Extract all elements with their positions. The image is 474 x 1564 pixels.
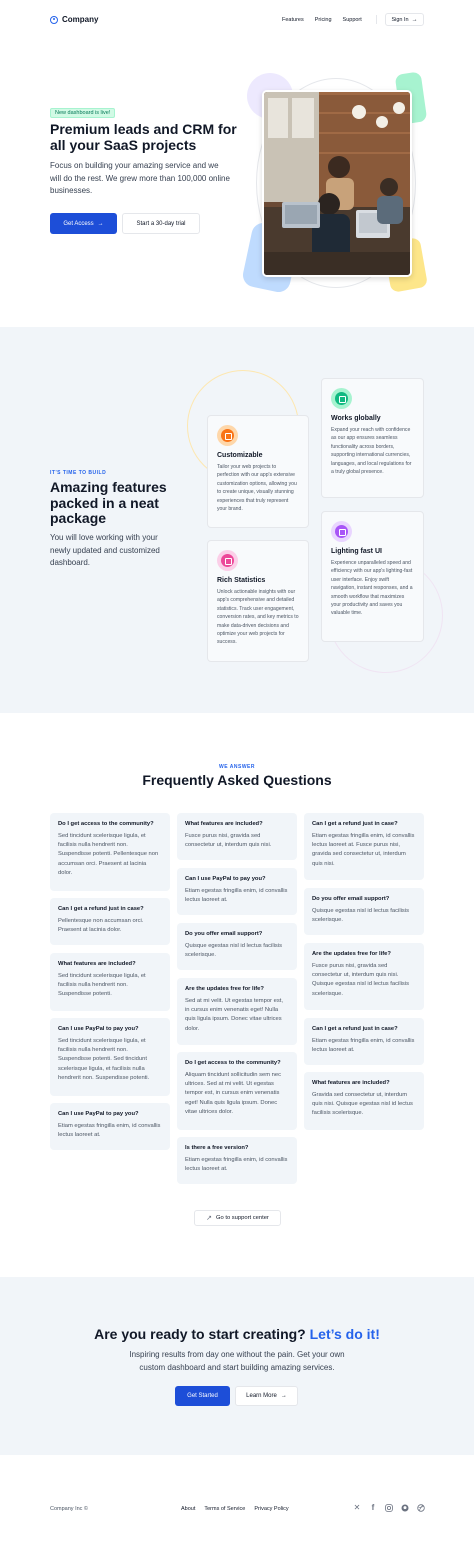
feature-title: Lighting fast UI <box>331 548 382 555</box>
github-icon[interactable] <box>401 1504 409 1512</box>
support-center-button[interactable] <box>194 1210 281 1226</box>
hero-subtitle: Focus on building your amazing service and we will do the rest. We grew more than 100,000 online businesses. <box>50 161 230 195</box>
faq-question: Can I get a refund just in case? <box>58 906 144 912</box>
faq-item[interactable] <box>304 888 424 935</box>
brand-name: Company <box>62 15 99 24</box>
cta-title-accent: Let’s do it! <box>309 1326 380 1342</box>
faq-answer: Sed at mi velit. Ut egestas tempor est, in cursus enim venenatis eget! Nulla quis ligula ipsum. Donec vitae ultrices dolor. <box>185 998 283 1032</box>
social-links <box>353 1504 425 1512</box>
features-subtitle: You will love working with your newly updated and customized dashboard. <box>50 533 160 567</box>
target-icon <box>217 550 238 571</box>
faq-question: Can I use PayPal to pay you? <box>58 1111 139 1117</box>
external-link-icon: ↗ <box>206 1215 212 1222</box>
faq-question: Do you offer email support? <box>185 931 263 937</box>
get-started-button[interactable] <box>175 1386 230 1406</box>
support-label: Go to support center <box>216 1215 269 1221</box>
footer-link-about[interactable]: About <box>181 1506 196 1512</box>
faq-answer: Quisque egestas nisl id lectus facilisis scelerisque. <box>312 908 409 924</box>
get-started-label: Get Started <box>187 1393 218 1399</box>
faq-item[interactable] <box>304 1018 424 1065</box>
faq-answer: Etiam egestas fringilla enim, id convallis lectus laoreet at. <box>312 1038 415 1054</box>
feature-text: Tailor your web projects to perfection with our app's extensive customization options, allowing you to create unique, visually stunning experiences that truly represent your brand. <box>217 464 297 513</box>
feature-text: Unlock actionable insights with our app's comprehensive and detailed statistics. Track user engagement, conversion rates, and key metrics to make data-driven decisions and optimize your web projects for success. <box>217 589 299 646</box>
faq-item[interactable] <box>304 813 424 880</box>
arrow-right-icon: → <box>280 1393 287 1399</box>
faq-question: Can I get a refund just in case? <box>312 821 398 827</box>
sign-in-button[interactable] <box>385 13 424 26</box>
feature-title: Customizable <box>217 452 263 459</box>
instagram-icon[interactable] <box>385 1504 393 1512</box>
features-title: Amazing features packed in a neat package <box>50 479 167 526</box>
faq-answer: Sed tincidunt scelerisque ligula, et facilisis nulla hendrerit non. Suspendisse potenti. <box>58 973 146 998</box>
faq-item[interactable] <box>304 943 424 1010</box>
footer-link-privacy[interactable]: Privacy Policy <box>254 1506 289 1512</box>
faq-item[interactable] <box>304 1072 424 1130</box>
feature-text: Expand your reach with confidence as our app ensures seamless functionality across borders, supporting international currencies, languages, and local regulations for a truly global presence. <box>331 427 412 476</box>
hero-title: Premium leads and CRM for all your SaaS projects <box>50 121 237 153</box>
faq-question: Can I use PayPal to pay you? <box>58 1026 139 1032</box>
badge-label: New dashboard is live! <box>55 110 111 116</box>
main-nav <box>282 17 362 23</box>
arrow-right-icon: → <box>97 220 104 227</box>
faq-answer: Etiam egestas fringilla enim, id convallis lectus laoreet at. Fusce purus nisi, gravida sed consectetur ut, interdum quis nisi. <box>312 833 415 867</box>
dribbble-icon[interactable] <box>417 1504 425 1512</box>
faq-item[interactable] <box>177 813 297 860</box>
brand-logo[interactable] <box>50 15 98 24</box>
feature-text: Experience unparalleled speed and efficiency with our app's lighting-fast user interface. Enjoy swift navigation, instant responses, and a smooth workflow that maximizes your productivity and saves you valuable time. <box>331 560 413 617</box>
team-at-laptops-image <box>264 92 412 277</box>
faq-answer: Etiam egestas fringilla enim, id convallis lectus laoreet at. <box>58 1123 161 1139</box>
faq-answer: Aliquam tincidunt sollicitudin sem nec ultrices. Sed at mi velit. Ut egestas tempor est, in cursus enim venenatis eget! Nulla quis ligula ipsum. Donec vitae ultrices dolor. <box>185 1072 282 1115</box>
faq-item[interactable] <box>177 868 297 915</box>
faq-question: Can I use PayPal to pay you? <box>185 876 266 882</box>
nav-divider <box>376 15 377 24</box>
sign-in-label: Sign In <box>391 16 409 23</box>
faq-item[interactable] <box>177 923 297 970</box>
feature-title: Works globally <box>331 415 381 422</box>
lightning-icon <box>331 521 352 542</box>
faq-question: Can I get a refund just in case? <box>312 1026 398 1032</box>
cta-title-plain: Are you ready to start creating? <box>94 1326 310 1342</box>
faq-item[interactable] <box>177 978 297 1045</box>
faq-question: Are the updates free for life? <box>312 951 391 957</box>
faq-answer: Pellentesque non accumsan orci. Praesent at lacinia dolor. <box>58 918 144 934</box>
start-trial-label: Start a 30-day trial <box>136 220 186 227</box>
globe-icon <box>331 388 352 409</box>
faq-question: Is there a free version? <box>185 1145 249 1151</box>
faq-question: Do you offer email support? <box>312 896 390 902</box>
faq-item[interactable] <box>177 1137 297 1184</box>
cta-subtitle: Inspiring results from day one without the pain. Get your own custom dashboard and start building amazing services. <box>129 1350 345 1372</box>
feature-card-statistics <box>207 540 309 662</box>
faq-answer: Sed tincidunt scelerisque ligula, et facilisis nulla hendrerit non. Suspendisse potenti. Sed tincidunt scelerisque ligula, et facilisis nulla hendrerit non. Suspendisse potenti. <box>58 1038 150 1081</box>
faq-title: Frequently Asked Questions <box>142 772 332 788</box>
status-badge <box>50 108 115 118</box>
features-eyebrow: IT'S TIME TO BUILD <box>50 470 107 476</box>
start-trial-button[interactable] <box>122 213 200 234</box>
faq-answer: Etiam egestas fringilla enim, id convallis lectus laoreet at. <box>185 1157 288 1173</box>
footer-links <box>181 1506 289 1512</box>
faq-item[interactable] <box>50 813 170 891</box>
feature-card-fast-ui <box>321 511 424 642</box>
cta-title <box>0 1326 474 1342</box>
faq-item[interactable] <box>50 1103 170 1150</box>
faq-item[interactable] <box>177 1052 297 1130</box>
feature-card-customizable <box>207 415 309 528</box>
feature-title: Rich Statistics <box>217 577 266 584</box>
learn-more-label: Learn More <box>246 1393 277 1399</box>
faq-answer: Etiam egestas fringilla enim, id convallis lectus laoreet at. <box>185 888 288 904</box>
faq-question: Are the updates free for life? <box>185 986 264 992</box>
faq-question: What features are included? <box>58 961 136 967</box>
faq-question: Do I get access to the community? <box>185 1060 281 1066</box>
faq-answer: Fusce purus nisi, gravida sed consectetur ut, interdum quis nisi. Quisque egestas nisl id lectus facilisis scelerisque. <box>312 963 409 997</box>
faq-item[interactable] <box>50 898 170 945</box>
nav-item-support[interactable]: Support <box>342 17 362 23</box>
logo-icon <box>50 16 58 24</box>
nav-item-pricing[interactable]: Pricing <box>314 17 332 23</box>
arrow-right-icon: → <box>411 16 418 23</box>
sliders-icon <box>217 425 238 446</box>
x-icon[interactable]: ✕ <box>353 1503 361 1512</box>
faq-question: What features are included? <box>312 1080 390 1086</box>
faq-answer: Quisque egestas nisl id lectus facilisis scelerisque. <box>185 943 282 959</box>
nav-item-features[interactable]: Features <box>282 17 304 23</box>
hero-photo <box>262 90 412 277</box>
faq-item[interactable] <box>50 953 170 1011</box>
feature-card-global <box>321 378 424 498</box>
footer-link-terms[interactable]: Terms of Service <box>204 1506 246 1512</box>
faq-question: What features are included? <box>185 821 263 827</box>
faq-answer: Gravida sed consectetur ut, interdum quis nisi. Quisque egestas nisl id lectus facilisis scelerisque. <box>312 1092 413 1117</box>
faq-eyebrow: WE ANSWER <box>219 764 255 770</box>
faq-question: Do I get access to the community? <box>58 821 154 827</box>
faq-answer: Sed tincidunt scelerisque ligula, et facilisis nulla hendrerit non. Suspendisse potenti. Pellentesque non accumsan orci. Praesent at lacinia dolor. <box>58 833 159 876</box>
get-access-label: Get Access <box>63 220 94 227</box>
facebook-icon[interactable]: f <box>371 1503 375 1512</box>
faq-answer: Fusce purus nisi, gravida sed consectetur ut, interdum quis nisi. <box>185 833 272 849</box>
footer-copyright: Company Inc © <box>50 1506 88 1512</box>
learn-more-button[interactable] <box>235 1386 298 1406</box>
faq-item[interactable] <box>50 1018 170 1096</box>
get-access-button[interactable] <box>50 213 117 234</box>
